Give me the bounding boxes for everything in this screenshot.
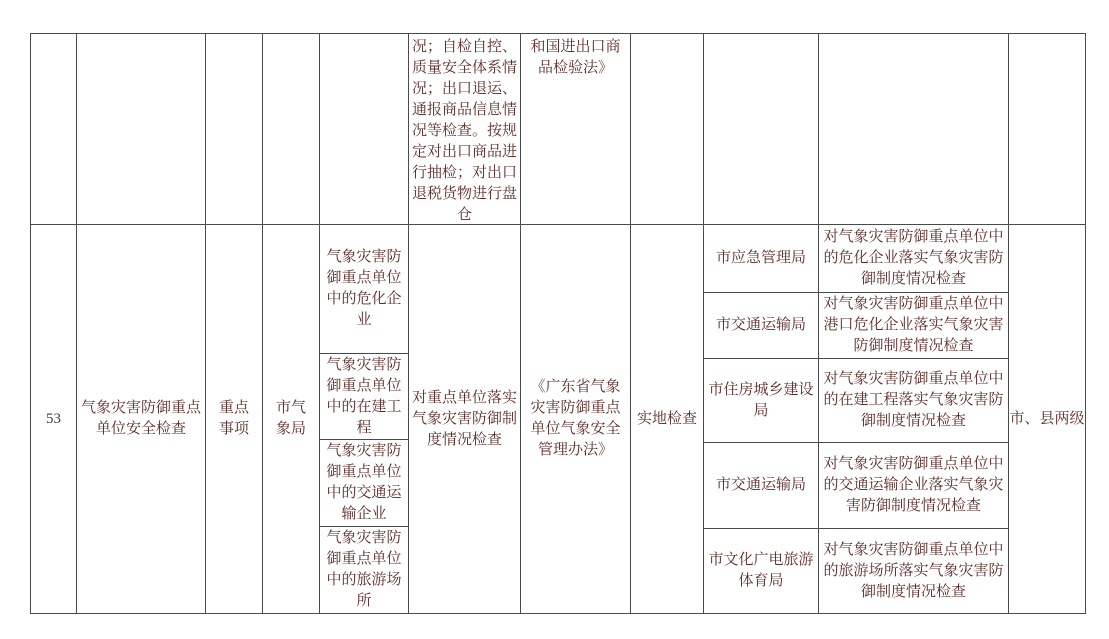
cell-carryover-agency-content [819, 34, 1009, 225]
cell-department: 市气象局 [263, 225, 320, 614]
inspection-table [30, 33, 1086, 614]
column-agencies [704, 225, 819, 614]
cell-carryover-level [1009, 34, 1086, 225]
cell-agency-transport-2: 市交通运输局 [704, 443, 818, 529]
cell-carryover-method [631, 34, 704, 225]
cell-carryover-agency [704, 34, 819, 225]
cell-category: 重点事项 [206, 225, 263, 614]
table-row-carryover [31, 34, 1086, 225]
column-inspection-objects [320, 225, 409, 614]
column-agency-contents [819, 225, 1009, 614]
table-row-53 [31, 225, 1086, 614]
cell-object-tourism: 气象灾害防御重点单位中的旅游场所 [320, 527, 408, 614]
cell-agency-emergency: 市应急管理局 [704, 225, 818, 293]
cell-object-construction: 气象灾害防御重点单位中的在建工程 [320, 354, 408, 440]
cell-agency-content-transport: 对气象灾害防御重点单位中的交通运输企业落实气象灾害防御制度情况检查 [819, 443, 1008, 529]
cell-carryover-legal-basis: 和国进出口商品检验法》 [521, 34, 631, 225]
cell-object-hazchem: 气象灾害防御重点单位中的危化企业 [320, 225, 408, 354]
cell-legal-basis: 《广东省气象灾害防御重点单位气象安全管理办法》 [521, 225, 631, 614]
cell-object-transport: 气象灾害防御重点单位中的交通运输企业 [320, 440, 408, 527]
cell-carryover-item-name [77, 34, 206, 225]
cell-inspection-content: 对重点单位落实气象灾害防御制度情况检查 [409, 225, 521, 614]
cell-carryover-category [206, 34, 263, 225]
cell-agency-housing: 市住房城乡建设局 [704, 359, 818, 443]
cell-agency-content-tourism: 对气象灾害防御重点单位中的旅游场所落实气象灾害防御制度情况检查 [819, 529, 1008, 614]
cell-agency-content-hazchem: 对气象灾害防御重点单位中的危化企业落实气象灾害防御制度情况检查 [819, 225, 1008, 293]
cell-agency-content-port-hazchem: 对气象灾害防御重点单位中港口危化企业落实气象灾害防御制度情况检查 [819, 293, 1008, 359]
cell-method: 实地检查 [631, 225, 704, 614]
cell-carryover-serial [31, 34, 77, 225]
cell-agency-transport-1: 市交通运输局 [704, 293, 818, 359]
cell-agency-content-construction: 对气象灾害防御重点单位中的在建工程落实气象灾害防御制度情况检查 [819, 359, 1008, 443]
cell-item-name: 气象灾害防御重点单位安全检查 [77, 225, 206, 614]
cell-level: 市、县两级 [1009, 225, 1086, 614]
cell-serial-number: 53 [31, 225, 77, 614]
cell-carryover-object [320, 34, 409, 225]
cell-carryover-department [263, 34, 320, 225]
cell-agency-culture-tourism: 市文化广电旅游体育局 [704, 529, 818, 614]
cell-carryover-inspection-content: 况；自检自控、质量安全体系情况；出口退运、通报商品信息情况等检查。按规定对出口商品进行抽检；对出口退税货物进行盘仓 [409, 34, 521, 225]
